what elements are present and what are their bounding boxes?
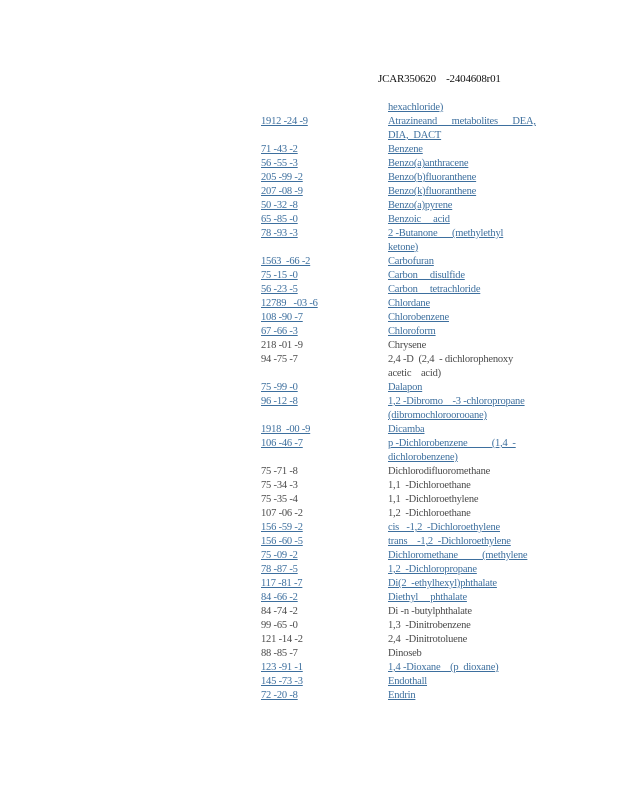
- chemical-name-line: Benzo(k)fluoranthene: [388, 186, 477, 197]
- cas-number[interactable]: 145 -73 -3: [261, 676, 303, 687]
- table-row: [261, 395, 561, 423]
- chemical-name-line: 1,2 -Dibromo -3 -chloropropane: [388, 396, 525, 407]
- cas-number[interactable]: 72 -20 -8: [261, 690, 298, 701]
- table-row: [261, 269, 561, 283]
- chemical-name-line: Chlordane: [388, 298, 430, 309]
- table-row: [261, 661, 561, 675]
- chemical-name-line: Chlorobenzene: [388, 312, 449, 323]
- cas-number: 88 -85 -7: [261, 648, 298, 659]
- chemical-name[interactable]: [388, 283, 548, 297]
- chemical-name-line: Endothall: [388, 676, 428, 687]
- cas-number: 121 -14 -2: [261, 634, 303, 645]
- table-row: [261, 549, 561, 563]
- cas-number[interactable]: 67 -66 -3: [261, 326, 298, 337]
- table-row: [261, 101, 561, 115]
- chemical-name[interactable]: [388, 311, 548, 325]
- chemical-name: [388, 353, 548, 381]
- table-row: [261, 633, 561, 647]
- chemical-name-line: Benzo(a)pyrene: [388, 200, 453, 211]
- cas-number[interactable]: 75 -99 -0: [261, 382, 298, 393]
- cas-number[interactable]: 117 -81 -7: [261, 578, 303, 589]
- chemical-name[interactable]: [388, 577, 548, 591]
- table-row: [261, 521, 561, 535]
- chemical-name-line: Dichlorodifluoromethane: [388, 466, 491, 477]
- chemical-name-line: Benzene: [388, 144, 423, 155]
- chemical-name: [388, 507, 548, 521]
- chemical-name-line: Diethyl phthalate: [388, 592, 467, 603]
- table-row: [261, 115, 561, 143]
- cas-number[interactable]: 75 -15 -0: [261, 270, 298, 281]
- cas-number[interactable]: 156 -59 -2: [261, 522, 303, 533]
- chemical-name: [388, 339, 548, 353]
- chemical-name: [388, 633, 548, 647]
- chemical-name[interactable]: [388, 437, 548, 465]
- table-row: [261, 507, 561, 521]
- chemical-name-line: hexachloride): [388, 102, 444, 113]
- table-row: [261, 479, 561, 493]
- chemical-name: [388, 465, 548, 479]
- chemical-name[interactable]: [388, 563, 548, 577]
- chemical-name: [388, 619, 548, 633]
- cas-number[interactable]: 75 -09 -2: [261, 550, 298, 561]
- table-row: [261, 381, 561, 395]
- cas-number: 84 -74 -2: [261, 606, 298, 617]
- cas-number: 75 -71 -8: [261, 466, 298, 477]
- chemical-name[interactable]: [388, 423, 548, 437]
- document-id: JCAR350620 -2404608r01: [378, 73, 501, 85]
- cas-number[interactable]: 84 -66 -2: [261, 592, 298, 603]
- chemical-name-line: 1,3 -Dinitrobenzene: [388, 620, 471, 631]
- chemical-name-line: acetic acid): [388, 368, 441, 379]
- cas-number[interactable]: 207 -08 -9: [261, 186, 303, 197]
- table-row: [261, 297, 561, 311]
- cas-number[interactable]: 71 -43 -2: [261, 144, 298, 155]
- cas-number[interactable]: 56 -55 -3: [261, 158, 298, 169]
- chemical-name-line: Dicamba: [388, 424, 425, 435]
- table-row: [261, 213, 561, 227]
- table-row: [261, 353, 561, 381]
- chemical-name-line: (dibromochloroorooane): [388, 410, 487, 421]
- table-row: [261, 255, 561, 269]
- chemical-name[interactable]: [388, 255, 548, 269]
- table-row: [261, 675, 561, 689]
- table-row: [261, 591, 561, 605]
- table-row: [261, 563, 561, 577]
- chemical-name-line: Chrysene: [388, 340, 427, 351]
- table-row: [261, 577, 561, 591]
- table-row: [261, 157, 561, 171]
- chemical-name[interactable]: [388, 157, 548, 171]
- chemical-name-line: 1,1 -Dichloroethylene: [388, 494, 479, 505]
- table-row: [261, 283, 561, 297]
- cas-number[interactable]: 1563 -66 -2: [261, 256, 311, 267]
- chemical-name-line: trans -1,2 -Dichloroethylene: [388, 536, 511, 547]
- cas-number[interactable]: 156 -60 -5: [261, 536, 303, 547]
- cas-number[interactable]: 106 -46 -7: [261, 438, 303, 449]
- table-row: [261, 493, 561, 507]
- table-row: [261, 647, 561, 661]
- cas-number[interactable]: 1912 -24 -9: [261, 116, 308, 127]
- chemical-name-line: DIA, DACT: [388, 130, 442, 141]
- chemical-name-line: 1,2 -Dichloropropane: [388, 564, 477, 575]
- cas-number[interactable]: 56 -23 -5: [261, 284, 298, 295]
- table-row: [261, 143, 561, 157]
- chemical-name[interactable]: [388, 325, 548, 339]
- chemical-name-line: Carbon tetrachloride: [388, 284, 481, 295]
- chemical-name-line: Benzo(a)anthracene: [388, 158, 469, 169]
- cas-number[interactable]: 108 -90 -7: [261, 312, 303, 323]
- cas-number: 99 -65 -0: [261, 620, 298, 631]
- table-row: [261, 465, 561, 479]
- cas-number[interactable]: 205 -99 -2: [261, 172, 303, 183]
- table-row: [261, 185, 561, 199]
- chemical-name: [388, 647, 548, 661]
- chemical-name-line: Dinoseb: [388, 648, 422, 659]
- cas-number[interactable]: 96 -12 -8: [261, 396, 298, 407]
- chemical-name[interactable]: [388, 171, 548, 185]
- chemical-name[interactable]: [388, 185, 548, 199]
- chemical-name[interactable]: [388, 199, 548, 213]
- table-row: [261, 605, 561, 619]
- cas-number: 75 -34 -3: [261, 480, 298, 491]
- chemical-name[interactable]: [388, 269, 548, 283]
- cas-number[interactable]: 50 -32 -8: [261, 200, 298, 211]
- chemical-name-line: 2,4 -Dinitrotoluene: [388, 634, 468, 645]
- chemical-name-line: Carbofuran: [388, 256, 434, 267]
- chemical-name-line: Dichloromethane (methylene: [388, 550, 528, 561]
- chemical-name-line: Atrazineand metabolites DEA,: [388, 116, 536, 127]
- chemical-name[interactable]: [388, 535, 548, 549]
- table-row: [261, 325, 561, 339]
- chemical-name[interactable]: [388, 549, 548, 563]
- chemical-name[interactable]: [388, 661, 548, 675]
- cas-number: 107 -06 -2: [261, 508, 303, 519]
- chemical-name[interactable]: [388, 521, 548, 535]
- chemical-name[interactable]: [388, 381, 548, 395]
- chemical-name: [388, 493, 548, 507]
- chemical-name-line: Benzo(b)fluoranthene: [388, 172, 477, 183]
- table-row: [261, 339, 561, 353]
- chemical-name[interactable]: [388, 395, 548, 423]
- chemical-name[interactable]: [388, 675, 548, 689]
- chemical-name[interactable]: [388, 227, 548, 255]
- cas-number[interactable]: 65 -85 -0: [261, 214, 298, 225]
- table-row: [261, 227, 561, 255]
- chemical-name-line: 2,4 -D (2,4 - dichlorophenoxy: [388, 354, 514, 365]
- chemical-name-line: Benzoic acid: [388, 214, 450, 225]
- chemical-name: [388, 605, 548, 619]
- chemical-name-line: 2 -Butanone (methylethyl: [388, 228, 504, 239]
- chemical-name-line: p -Dichlorobenzene (1,4 -: [388, 438, 516, 449]
- table-row: [261, 199, 561, 213]
- chemical-name: [388, 479, 548, 493]
- cas-number: 218 -01 -9: [261, 340, 303, 351]
- chemical-name-line: Di -n -butylphthalate: [388, 606, 472, 617]
- chemical-name[interactable]: [388, 591, 548, 605]
- chemical-name-line: ketone): [388, 242, 419, 253]
- chemical-name-line: 1,1 -Dichloroethane: [388, 480, 471, 491]
- chemical-name[interactable]: [388, 101, 548, 115]
- chemical-name[interactable]: [388, 115, 548, 143]
- chemical-name-line: Chloroform: [388, 326, 436, 337]
- cas-number[interactable]: 78 -93 -3: [261, 228, 298, 239]
- chemical-name-line: 1,4 -Dioxane (p dioxane): [388, 662, 499, 673]
- chemical-name-line: Dalapon: [388, 382, 423, 393]
- cas-number[interactable]: 123 -91 -1: [261, 662, 303, 673]
- chemical-name-line: cis -1,2 -Dichloroethylene: [388, 522, 500, 533]
- table-row: [261, 619, 561, 633]
- cas-number[interactable]: 12789 -03 -6: [261, 298, 318, 309]
- chemical-name[interactable]: [388, 297, 548, 311]
- chemical-name[interactable]: [388, 213, 548, 227]
- table-row: [261, 311, 561, 325]
- table-row: [261, 423, 561, 437]
- cas-number[interactable]: 78 -87 -5: [261, 564, 298, 575]
- table-row: [261, 535, 561, 549]
- chemical-name[interactable]: [388, 689, 548, 703]
- chemical-name-line: 1,2 -Dichloroethane: [388, 508, 471, 519]
- cas-number[interactable]: 1918 -00 -9: [261, 424, 311, 435]
- chemical-name-line: Endrin: [388, 690, 416, 701]
- cas-number: 94 -75 -7: [261, 354, 298, 365]
- chemical-name-line: Carbon disulfide: [388, 270, 465, 281]
- chemical-name[interactable]: [388, 143, 548, 157]
- table-row: [261, 171, 561, 185]
- chemical-name-line: dichlorobenzene): [388, 452, 458, 463]
- table-row: [261, 689, 561, 703]
- chemical-list-table: [261, 101, 561, 703]
- chemical-name-line: Di(2 -ethylhexyl)phthalate: [388, 578, 497, 589]
- cas-number: 75 -35 -4: [261, 494, 298, 505]
- table-row: [261, 437, 561, 465]
